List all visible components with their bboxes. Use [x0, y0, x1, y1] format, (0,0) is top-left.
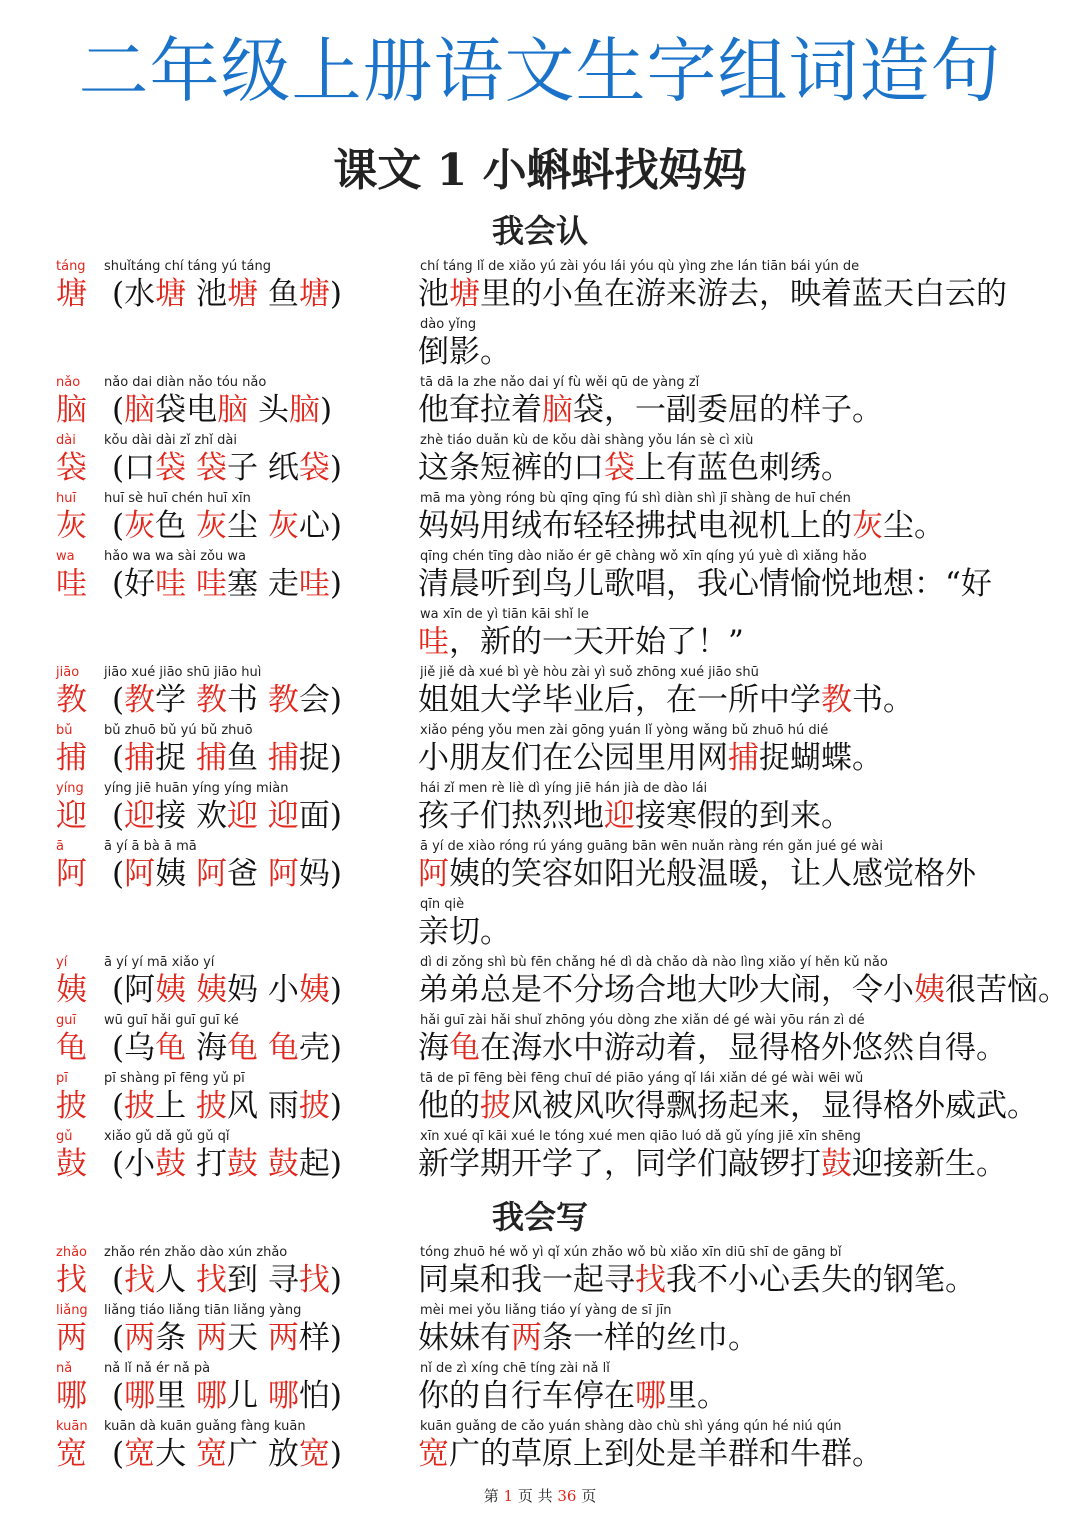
words-pinyin: jiāo xué jiāo shū jiāo huì — [104, 665, 262, 680]
example-sentence: 他耷拉着脑袋，一副委屈的样子。 — [418, 392, 883, 428]
vocab-entry — [0, 954, 1080, 1010]
char-pinyin: guī — [56, 1013, 77, 1028]
char-pinyin: jiāo — [56, 665, 80, 680]
word-group: (好哇 哇塞 走哇) — [112, 566, 342, 602]
footer-total-pages: 36 — [557, 1487, 577, 1505]
word-group: (灰色 灰尘 灰心) — [112, 508, 342, 544]
vocab-character: 姨 — [56, 972, 87, 1008]
vocab-entry — [0, 1360, 1080, 1416]
example-sentence: 孩子们热烈地迎接寒假的到来。 — [418, 798, 852, 834]
vocab-entry — [0, 664, 1080, 720]
words-pinyin: yíng jiē huān yíng yíng miàn — [104, 781, 289, 796]
vocab-character: 两 — [56, 1320, 87, 1356]
vocab-entry — [0, 722, 1080, 778]
word-group: (宽大 宽广 放宽) — [112, 1436, 342, 1472]
example-sentence: 他的披风被风吹得飘扬起来，显得格外威武。 — [418, 1088, 1038, 1124]
sentence-pinyin: chí táng lǐ de xiǎo yú zài yóu lái yóu qù yìng zhe lán tiān bái yún de — [420, 259, 860, 274]
example-sentence: 这条短裤的口袋上有蓝色刺绣。 — [418, 450, 852, 486]
vocab-entry — [0, 374, 1080, 430]
sentence-pinyin: hǎi guī zài hǎi shuǐ zhōng yóu dòng zhe xiǎn dé gé wài yōu rán zì dé — [420, 1013, 865, 1028]
word-group: (阿姨 姨妈 小姨) — [112, 972, 342, 1008]
words-pinyin: bǔ zhuō bǔ yú bǔ zhuō — [104, 723, 253, 738]
char-pinyin: bǔ — [56, 723, 73, 738]
sentence-pinyin: zhè tiáo duǎn kù de kǒu dài shàng yǒu lán sè cì xiù — [420, 433, 754, 448]
vocab-character: 教 — [56, 682, 87, 718]
word-group: (小鼓 打鼓 鼓起) — [112, 1146, 342, 1182]
char-pinyin: yíng — [56, 781, 84, 796]
words-pinyin: kǒu dài dài zǐ zhǐ dài — [104, 433, 237, 448]
words-pinyin: liǎng tiáo liǎng tiān liǎng yàng — [104, 1303, 302, 1318]
sentence-pinyin: tā de pī fēng bèi fēng chuī dé piāo yáng qǐ lái xiǎn dé gé wài wēi wǔ — [420, 1071, 864, 1086]
char-pinyin: wa — [56, 549, 75, 564]
word-group: (哪里 哪儿 哪怕) — [112, 1378, 342, 1414]
page-footer — [0, 1486, 1080, 1506]
sentence-pinyin: mèi mei yǒu liǎng tiáo yí yàng de sī jīn — [420, 1303, 672, 1318]
sentence-pinyin: nǐ de zì xíng chē tíng zài nǎ lǐ — [420, 1361, 610, 1376]
vocab-entry — [0, 1302, 1080, 1358]
footer-suffix: 页 — [581, 1487, 597, 1505]
vocab-character: 迎 — [56, 798, 87, 834]
example-sentence: 妹妹有两条一样的丝巾。 — [418, 1320, 759, 1356]
example-sentence: 姐姐大学毕业后，在一所中学教书。 — [418, 682, 914, 718]
vocab-character: 捕 — [56, 740, 87, 776]
sentence-pinyin: mā ma yòng róng bù qīng qīng fú shì diàn shì jī shàng de huī chén — [420, 491, 851, 506]
sentence-pinyin: qīng chén tīng dào niǎo ér gē chàng wǒ xīn qíng yú yuè dì xiǎng hǎo — [420, 549, 867, 564]
example-sentence: 清晨听到鸟儿歌唱，我心情愉悦地想：“好 — [418, 566, 992, 602]
words-pinyin: shuǐtáng chí táng yú táng — [104, 259, 271, 274]
word-group: (口袋 袋子 纸袋) — [112, 450, 342, 486]
words-pinyin: xiǎo gǔ dǎ gǔ gǔ qǐ — [104, 1129, 230, 1144]
vocab-character: 袋 — [56, 450, 87, 486]
sentence-pinyin: xiǎo péng yǒu men zài gōng yuán lǐ yòng wǎng bǔ zhuō hú dié — [420, 723, 829, 738]
sentence-pinyin-continued: wa xīn de yì tiān kāi shǐ le — [420, 607, 589, 622]
footer-page-number: 1 — [503, 1487, 514, 1505]
sentence-pinyin: hái zǐ men rè liè dì yíng jiē hán jià de dào lái — [420, 781, 708, 796]
sentence-pinyin-continued: qīn qiè — [420, 897, 465, 912]
sentence-pinyin-continued: dào yǐng — [420, 317, 477, 332]
char-pinyin: táng — [56, 259, 86, 274]
words-pinyin: zhǎo rén zhǎo dào xún zhǎo — [104, 1245, 288, 1260]
vocab-entry — [0, 780, 1080, 836]
char-pinyin: nǎo — [56, 375, 81, 390]
example-sentence-continued: 哇，新的一天开始了！” — [418, 624, 744, 660]
example-sentence: 小朋友们在公园里用网捕捉蝴蝶。 — [418, 740, 883, 776]
char-pinyin: dài — [56, 433, 76, 448]
vocab-entry — [0, 1070, 1080, 1126]
sentence-pinyin: dì di zǒng shì bù fēn chǎng hé dì dà chǎo dà nào lìng xiǎo yí hěn kǔ nǎo — [420, 955, 888, 970]
char-pinyin: gǔ — [56, 1129, 73, 1144]
vocab-character: 脑 — [56, 392, 87, 428]
example-sentence: 阿姨的笑容如阳光般温暖，让人感觉格外 — [418, 856, 976, 892]
example-sentence: 你的自行车停在哪里。 — [418, 1378, 728, 1414]
page-title: 二年级上册语文生字组词造句 — [78, 30, 1002, 112]
words-pinyin: nǎ lǐ nǎ ér nǎ pà — [104, 1361, 211, 1376]
char-pinyin: yí — [56, 955, 68, 970]
word-group: (阿姨 阿爸 阿妈) — [112, 856, 342, 892]
word-group: (教学 教书 教会) — [112, 682, 342, 718]
sentence-pinyin: tóng zhuō hé wǒ yì qǐ xún zhǎo wǒ bù xiǎo xīn diū shī de gāng bǐ — [420, 1245, 842, 1260]
vocab-character: 阿 — [56, 856, 87, 892]
example-sentence: 妈妈用绒布轻轻拂拭电视机上的灰尘。 — [418, 508, 945, 544]
words-pinyin: wū guī hǎi guī guī ké — [104, 1013, 239, 1028]
word-group: (两条 两天 两样) — [112, 1320, 342, 1356]
footer-middle: 页 共 — [517, 1487, 553, 1505]
char-pinyin: huī — [56, 491, 77, 506]
example-sentence: 弟弟总是不分场合地大吵大闹，令小姨很苦恼。 — [418, 972, 1069, 1008]
vocab-entry — [0, 1012, 1080, 1068]
lesson-title: 课文 1 小蝌蚪找妈妈 — [333, 145, 747, 196]
vocab-character: 龟 — [56, 1030, 87, 1066]
vocab-entry — [0, 838, 1080, 950]
sentence-pinyin: xīn xué qī kāi xué le tóng xué men qiāo luó dǎ gǔ yíng jiē xīn shēng — [420, 1129, 861, 1144]
char-pinyin: pī — [56, 1071, 68, 1086]
sentence-pinyin: ā yí de xiào róng rú yáng guāng bān wēn nuǎn ràng rén gǎn jué gé wài — [420, 839, 883, 854]
word-group: (脑袋电脑 头脑) — [112, 392, 333, 428]
vocab-entry — [0, 1418, 1080, 1474]
section-title-recognize: 我会认 — [491, 212, 588, 250]
example-sentence: 海龟在海水中游动着，显得格外悠然自得。 — [418, 1030, 1007, 1066]
vocab-entry — [0, 1128, 1080, 1184]
vocab-character: 灰 — [56, 508, 87, 544]
sentence-pinyin: jiě jiě dà xué bì yè hòu zài yì suǒ zhōng xué jiāo shū — [420, 665, 759, 680]
example-sentence-continued: 倒影。 — [418, 334, 511, 370]
vocab-entry — [0, 548, 1080, 660]
sentence-pinyin: kuān guǎng de cǎo yuán shàng dào chù shì yáng qún hé niú qún — [420, 1419, 842, 1434]
example-sentence: 新学期开学了，同学们敲锣打鼓迎接新生。 — [418, 1146, 1007, 1182]
char-pinyin: nǎ — [56, 1361, 73, 1376]
word-group: (水塘 池塘 鱼塘) — [112, 276, 342, 312]
vocab-entry — [0, 258, 1080, 370]
vocab-character: 哇 — [56, 566, 87, 602]
char-pinyin: kuān — [56, 1419, 88, 1434]
char-pinyin: ā — [56, 839, 64, 854]
words-pinyin: hǎo wa wa sài zǒu wa — [104, 549, 246, 564]
words-pinyin: ā yí yí mā xiǎo yí — [104, 955, 215, 970]
word-group: (乌龟 海龟 龟壳) — [112, 1030, 342, 1066]
words-pinyin: nǎo dai diàn nǎo tóu nǎo — [104, 375, 267, 390]
words-pinyin: huī sè huī chén huī xīn — [104, 491, 251, 506]
section-title-write: 我会写 — [491, 1198, 588, 1236]
vocab-character: 披 — [56, 1088, 87, 1124]
word-group: (捕捉 捕鱼 捕捉) — [112, 740, 342, 776]
vocab-character: 鼓 — [56, 1146, 87, 1182]
char-pinyin: zhǎo — [56, 1245, 87, 1260]
char-pinyin: liǎng — [56, 1303, 88, 1318]
word-group: (迎接 欢迎 迎面) — [112, 798, 342, 834]
vocab-character: 找 — [56, 1262, 87, 1298]
word-group: (找人 找到 寻找) — [112, 1262, 342, 1298]
vocab-entry — [0, 490, 1080, 546]
footer-prefix: 第 — [483, 1487, 499, 1505]
vocab-character: 哪 — [56, 1378, 87, 1414]
word-group: (披上 披风 雨披) — [112, 1088, 342, 1124]
words-pinyin: pī shàng pī fēng yǔ pī — [104, 1071, 245, 1086]
sentence-pinyin: tā dā la zhe nǎo dai yí fù wěi qū de yàng zǐ — [420, 375, 700, 390]
example-sentence: 同桌和我一起寻找我不小心丢失的钢笔。 — [418, 1262, 976, 1298]
vocab-entry — [0, 1244, 1080, 1300]
words-pinyin: ā yí ā bà ā mā — [104, 839, 197, 854]
example-sentence: 宽广的草原上到处是羊群和牛群。 — [418, 1436, 883, 1472]
words-pinyin: kuān dà kuān guǎng fàng kuān — [104, 1419, 306, 1434]
example-sentence-continued: 亲切。 — [418, 914, 511, 950]
vocab-entry — [0, 432, 1080, 488]
example-sentence: 池塘里的小鱼在游来游去，映着蓝天白云的 — [418, 276, 1007, 312]
vocab-character: 塘 — [56, 276, 87, 312]
vocab-character: 宽 — [56, 1436, 87, 1472]
